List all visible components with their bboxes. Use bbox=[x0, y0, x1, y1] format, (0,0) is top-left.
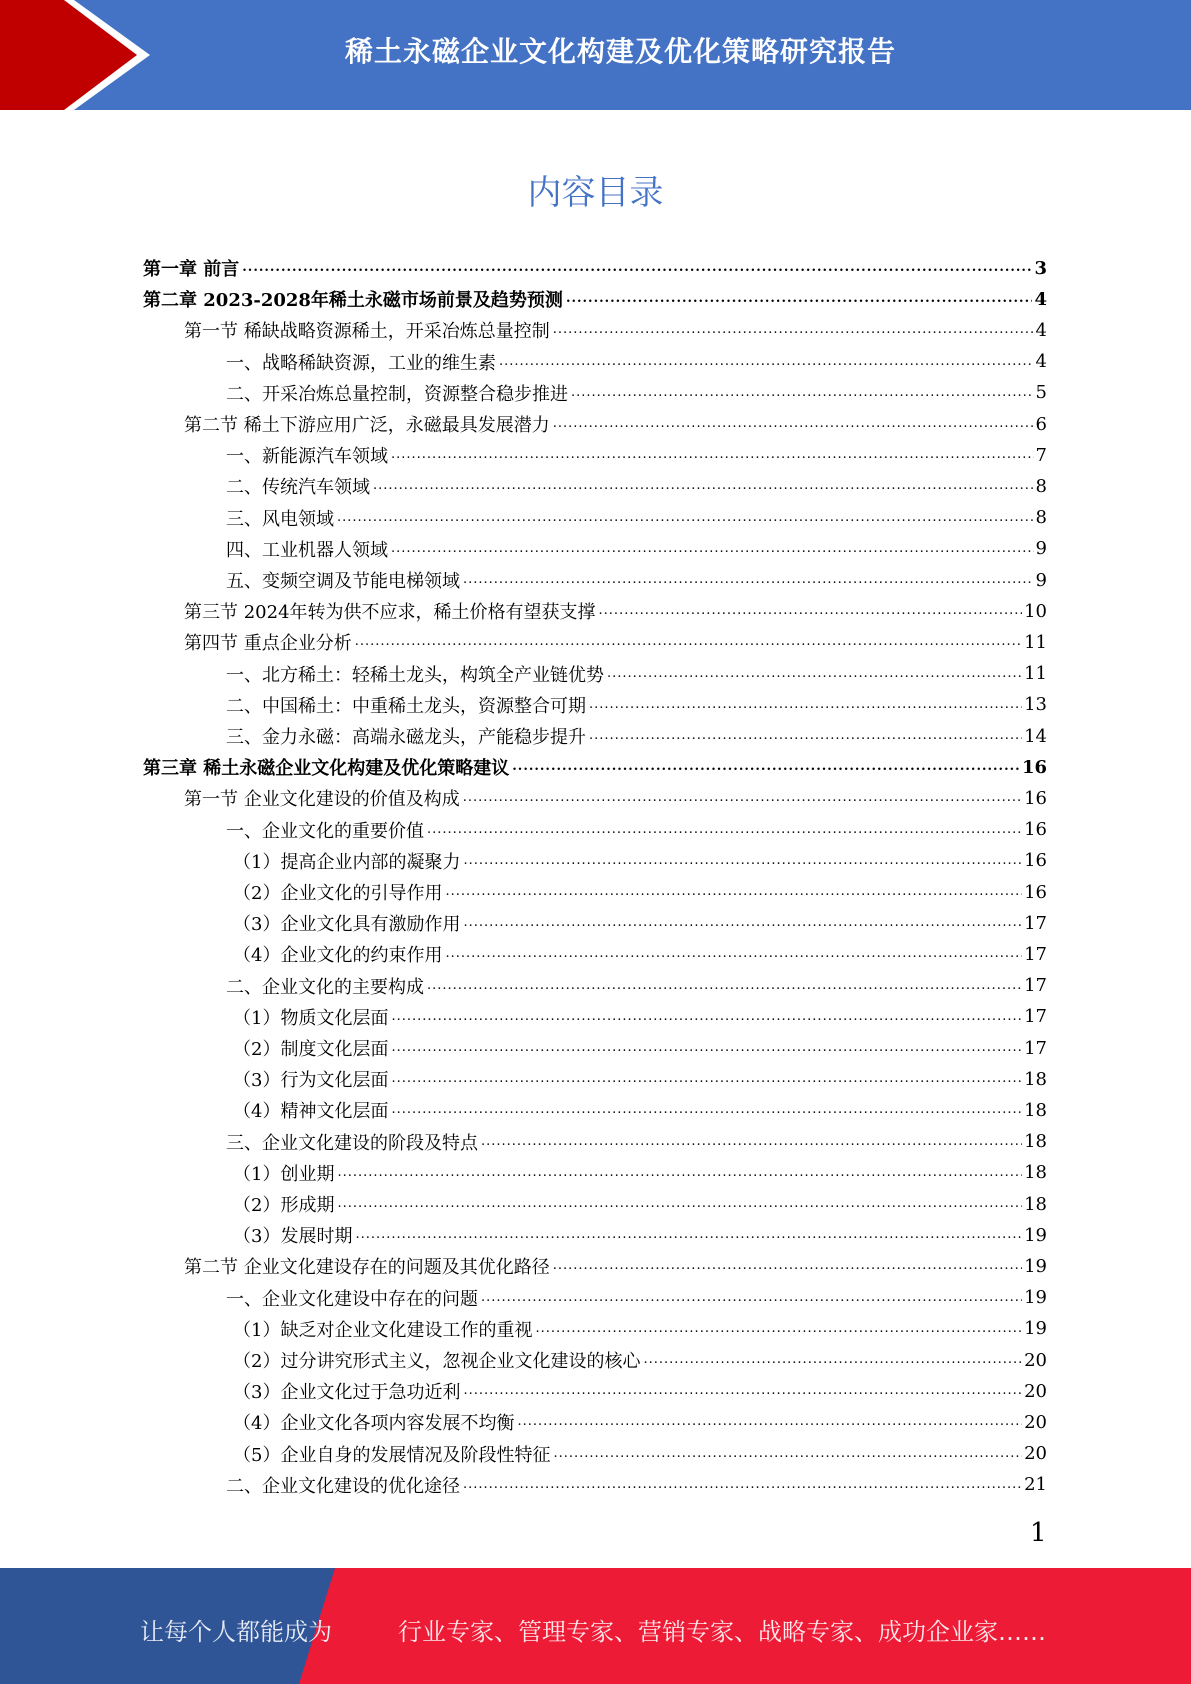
toc-entry-label: 一、企业文化建设中存在的问题 bbox=[226, 1288, 478, 1310]
toc-entry-label: 第一节 稀缺战略资源稀土，开采冶炼总量控制 bbox=[184, 321, 550, 343]
toc-entry[interactable] bbox=[233, 1096, 1047, 1124]
toc-entry-label: 二、企业文化建设的优化途径 bbox=[226, 1475, 460, 1497]
toc-entry-page: 18 bbox=[1024, 1131, 1047, 1153]
toc-entry[interactable] bbox=[233, 1377, 1047, 1405]
toc-entry-label: （2）制度文化层面 bbox=[233, 1039, 389, 1060]
toc-entry-page: 21 bbox=[1024, 1474, 1047, 1496]
toc-entry-page: 17 bbox=[1024, 1006, 1047, 1028]
toc-entry-label: 一、战略稀缺资源，工业的维生素 bbox=[226, 352, 496, 374]
toc-entry[interactable] bbox=[226, 660, 1047, 688]
toc-entry[interactable] bbox=[233, 940, 1047, 968]
toc-entry[interactable] bbox=[226, 1284, 1047, 1312]
toc-entry[interactable] bbox=[226, 1471, 1047, 1499]
toc-entry-page: 19 bbox=[1024, 1287, 1047, 1309]
leader-dots bbox=[391, 1037, 1022, 1059]
toc-entry-label: 一、北方稀土：轻稀土龙头，构筑全产业链优势 bbox=[226, 664, 604, 686]
toc-entry-label: （3）企业文化过于急功近利 bbox=[233, 1382, 461, 1404]
toc-entry-label: 第一节 企业文化建设的价值及构成 bbox=[184, 789, 460, 811]
toc-entry[interactable] bbox=[226, 566, 1047, 594]
leader-dots bbox=[391, 1068, 1022, 1090]
toc-entry-page: 20 bbox=[1024, 1380, 1047, 1402]
toc-entry[interactable] bbox=[184, 1252, 1047, 1280]
toc-entry-page: 13 bbox=[1024, 694, 1047, 716]
toc-entry[interactable] bbox=[226, 816, 1047, 844]
toc-entry-page: 18 bbox=[1024, 1068, 1047, 1090]
footer-slogan-left: 让每个人都能成为 bbox=[140, 1618, 332, 1646]
toc-entry[interactable] bbox=[233, 1159, 1047, 1187]
leader-dots bbox=[643, 1349, 1022, 1371]
toc-entry-page: 8 bbox=[1035, 507, 1047, 529]
toc-entry-page: 16 bbox=[1024, 819, 1047, 841]
toc-entry-page: 6 bbox=[1035, 413, 1047, 435]
leader-dots bbox=[589, 694, 1022, 716]
toc-entry-label: 三、风电领域 bbox=[226, 508, 334, 530]
leader-dots bbox=[391, 1006, 1022, 1028]
leader-dots bbox=[445, 881, 1022, 903]
toc-entry-label: （1）创业期 bbox=[233, 1163, 335, 1185]
footer-banner bbox=[0, 1568, 1191, 1684]
toc-entry-page: 16 bbox=[1024, 850, 1047, 872]
toc-entry-label: 一、新能源汽车领域 bbox=[226, 446, 388, 468]
toc-entry[interactable] bbox=[226, 441, 1047, 469]
toc-entry-page: 4 bbox=[1034, 288, 1047, 310]
toc-entry-page: 5 bbox=[1035, 382, 1047, 404]
toc-entry[interactable] bbox=[233, 1003, 1047, 1031]
toc-entry[interactable] bbox=[226, 504, 1047, 532]
toc-entry-label: 二、中国稀土：中重稀土龙头，资源整合可期 bbox=[226, 695, 586, 717]
toc-entry-page: 3 bbox=[1034, 257, 1047, 279]
toc-entry-label: （2）过分讲究形式主义，忽视企业文化建设的核心 bbox=[233, 1351, 641, 1372]
toc-entry-page: 4 bbox=[1035, 351, 1047, 373]
toc-entry[interactable] bbox=[226, 535, 1047, 563]
toc-entry-page: 7 bbox=[1035, 444, 1047, 466]
toc-entry-page: 8 bbox=[1035, 475, 1047, 497]
toc-entry[interactable] bbox=[143, 753, 1047, 781]
leader-dots bbox=[599, 600, 1023, 622]
leader-dots bbox=[607, 663, 1022, 685]
toc-entry-page: 20 bbox=[1024, 1443, 1047, 1465]
toc-entry[interactable] bbox=[226, 1128, 1047, 1156]
leader-dots bbox=[535, 1318, 1022, 1340]
toc-entry[interactable] bbox=[233, 1034, 1047, 1062]
toc-entry[interactable] bbox=[233, 847, 1047, 875]
toc-entry-label: 第三章 稀土永磁企业文化构建及优化策略建议 bbox=[143, 758, 510, 780]
toc-entry-label: （5）企业自身的发展情况及阶段性特征 bbox=[233, 1444, 551, 1466]
toc-entry[interactable] bbox=[233, 1408, 1047, 1436]
toc-entry-page: 19 bbox=[1024, 1224, 1047, 1246]
toc-entry-label: （3）企业文化具有激励作用 bbox=[233, 914, 461, 936]
toc-entry-page: 4 bbox=[1035, 319, 1047, 341]
toc-entry-label: 第四节 重点企业分析 bbox=[184, 633, 352, 655]
toc-entry[interactable] bbox=[233, 1440, 1047, 1468]
toc-entry[interactable] bbox=[184, 410, 1047, 438]
toc-entry-page: 19 bbox=[1024, 1318, 1047, 1340]
toc-entry[interactable] bbox=[226, 472, 1047, 500]
toc-entry[interactable] bbox=[233, 909, 1047, 937]
toc-entry[interactable] bbox=[143, 285, 1047, 313]
toc-entry-label: （1）物质文化层面 bbox=[233, 1007, 389, 1029]
leader-dots bbox=[553, 1255, 1022, 1277]
report-title: 稀土永磁企业文化构建及优化策略研究报告 bbox=[344, 35, 896, 68]
leader-dots bbox=[427, 975, 1022, 997]
toc-entry-label: （2）企业文化的引导作用 bbox=[233, 883, 443, 904]
toc-entry-page: 20 bbox=[1024, 1411, 1047, 1433]
leader-dots bbox=[566, 288, 1033, 310]
leader-dots bbox=[337, 507, 1034, 529]
leader-dots bbox=[337, 1193, 1022, 1215]
toc-entry[interactable] bbox=[143, 254, 1047, 282]
leader-dots bbox=[427, 819, 1022, 841]
toc-entry-label: （4）企业文化的约束作用 bbox=[233, 945, 443, 967]
leader-dots bbox=[373, 475, 1034, 497]
toc-entry-page: 16 bbox=[1024, 787, 1047, 809]
toc-entry-label: 一、企业文化的重要价值 bbox=[226, 820, 424, 842]
toc-entry-label: 第二章 2023-2028年稀土永磁市场前景及趋势预测 bbox=[143, 290, 563, 312]
leader-dots bbox=[463, 1474, 1022, 1496]
toc-entry[interactable] bbox=[226, 972, 1047, 1000]
leader-dots bbox=[481, 1131, 1022, 1153]
toc-entry-label: （2）形成期 bbox=[233, 1195, 335, 1216]
leader-dots bbox=[553, 319, 1034, 341]
leader-dots bbox=[463, 1380, 1022, 1402]
toc-entry-page: 17 bbox=[1024, 975, 1047, 997]
toc-entry[interactable] bbox=[233, 1346, 1047, 1374]
toc-entry-page: 18 bbox=[1024, 1099, 1047, 1121]
header-banner bbox=[0, 0, 1191, 110]
toc-entry-label: 第一章 前言 bbox=[143, 259, 240, 280]
toc-entry[interactable] bbox=[184, 628, 1047, 656]
leader-dots bbox=[337, 1162, 1022, 1184]
leader-dots bbox=[355, 631, 1022, 653]
toc-entry[interactable] bbox=[184, 784, 1047, 812]
leader-dots bbox=[499, 351, 1034, 373]
leader-dots bbox=[589, 725, 1022, 747]
toc-entry[interactable] bbox=[226, 691, 1047, 719]
toc-entry-page: 10 bbox=[1024, 600, 1047, 622]
toc-entry-page: 16 bbox=[1021, 756, 1047, 778]
toc-entry-label: （4）精神文化层面 bbox=[233, 1101, 389, 1123]
toc-entry-label: 第二节 稀土下游应用广泛，永磁最具发展潜力 bbox=[184, 415, 550, 436]
leader-dots bbox=[463, 912, 1022, 934]
leader-dots bbox=[391, 1099, 1022, 1121]
leader-dots bbox=[445, 943, 1022, 965]
toc-entry-page: 19 bbox=[1024, 1255, 1047, 1277]
toc-entry[interactable] bbox=[226, 348, 1047, 376]
toc-entry[interactable] bbox=[233, 1065, 1047, 1093]
toc-entry-page: 16 bbox=[1024, 881, 1047, 903]
toc-entry[interactable] bbox=[233, 1190, 1047, 1218]
toc-entry-page: 18 bbox=[1024, 1193, 1047, 1215]
toc-entry-label: 三、企业文化建设的阶段及特点 bbox=[226, 1132, 478, 1154]
toc-entry[interactable] bbox=[233, 1221, 1047, 1249]
toc-entry-page: 20 bbox=[1024, 1349, 1047, 1371]
leader-dots bbox=[463, 787, 1022, 809]
leader-dots bbox=[517, 1411, 1022, 1433]
toc-entry-label: 第三节 2024年转为供不应求，稀土价格有望获支撑 bbox=[184, 602, 596, 624]
toc-entry-label: 二、企业文化的主要构成 bbox=[226, 976, 424, 998]
toc-entry-label: 第二节 企业文化建设存在的问题及其优化路径 bbox=[184, 1257, 550, 1279]
toc-entry-label: （4）企业文化各项内容发展不均衡 bbox=[233, 1413, 515, 1435]
toc-entry-label: （3）行为文化层面 bbox=[233, 1070, 389, 1092]
toc-entry-page: 17 bbox=[1024, 1037, 1047, 1059]
toc-entry-page: 9 bbox=[1035, 569, 1047, 591]
leader-dots bbox=[242, 257, 1032, 279]
toc-entry-page: 17 bbox=[1024, 943, 1047, 965]
footer-slogan-right: 行业专家、管理专家、营销专家、战略专家、成功企业家…… bbox=[398, 1618, 1046, 1646]
leader-dots bbox=[391, 444, 1034, 466]
leader-dots bbox=[512, 756, 1020, 778]
toc-entry-label: 二、传统汽车领域 bbox=[226, 477, 370, 499]
toc-entry-label: （1）缺乏对企业文化建设工作的重视 bbox=[233, 1319, 533, 1341]
toc-entry[interactable] bbox=[233, 1315, 1047, 1343]
leader-dots bbox=[463, 569, 1034, 591]
toc-entry[interactable] bbox=[184, 316, 1047, 344]
toc-entry-page: 11 bbox=[1024, 663, 1047, 685]
toc-entry-page: 14 bbox=[1024, 725, 1047, 747]
toc-entry[interactable] bbox=[233, 878, 1047, 906]
toc-entry-label: （3）发展时期 bbox=[233, 1226, 353, 1248]
toc-entry[interactable] bbox=[184, 597, 1047, 625]
toc-entry-label: （1）提高企业内部的凝聚力 bbox=[233, 851, 461, 873]
leader-dots bbox=[553, 413, 1034, 435]
toc-entry-label: 五、变频空调及节能电梯领域 bbox=[226, 571, 460, 592]
toc-entry-page: 11 bbox=[1024, 631, 1047, 653]
toc-heading: 内容目录 bbox=[527, 173, 664, 213]
page-number: 1 bbox=[1030, 1518, 1047, 1548]
toc-entry-label: 二、开采冶炼总量控制，资源整合稳步推进 bbox=[226, 383, 568, 405]
leader-dots bbox=[463, 850, 1022, 872]
toc-entry-page: 17 bbox=[1024, 912, 1047, 934]
leader-dots bbox=[355, 1224, 1022, 1246]
toc-entry-label: 三、金力永磁：高端永磁龙头，产能稳步提升 bbox=[226, 727, 586, 748]
toc-entry-label: 四、工业机器人领域 bbox=[226, 539, 388, 561]
toc-entry[interactable] bbox=[226, 379, 1047, 407]
toc-entry[interactable] bbox=[226, 722, 1047, 750]
leader-dots bbox=[391, 538, 1034, 560]
toc-entry-page: 9 bbox=[1035, 538, 1047, 560]
toc-entry-page: 18 bbox=[1024, 1162, 1047, 1184]
leader-dots bbox=[553, 1443, 1022, 1465]
leader-dots bbox=[571, 382, 1034, 404]
leader-dots bbox=[481, 1287, 1022, 1309]
